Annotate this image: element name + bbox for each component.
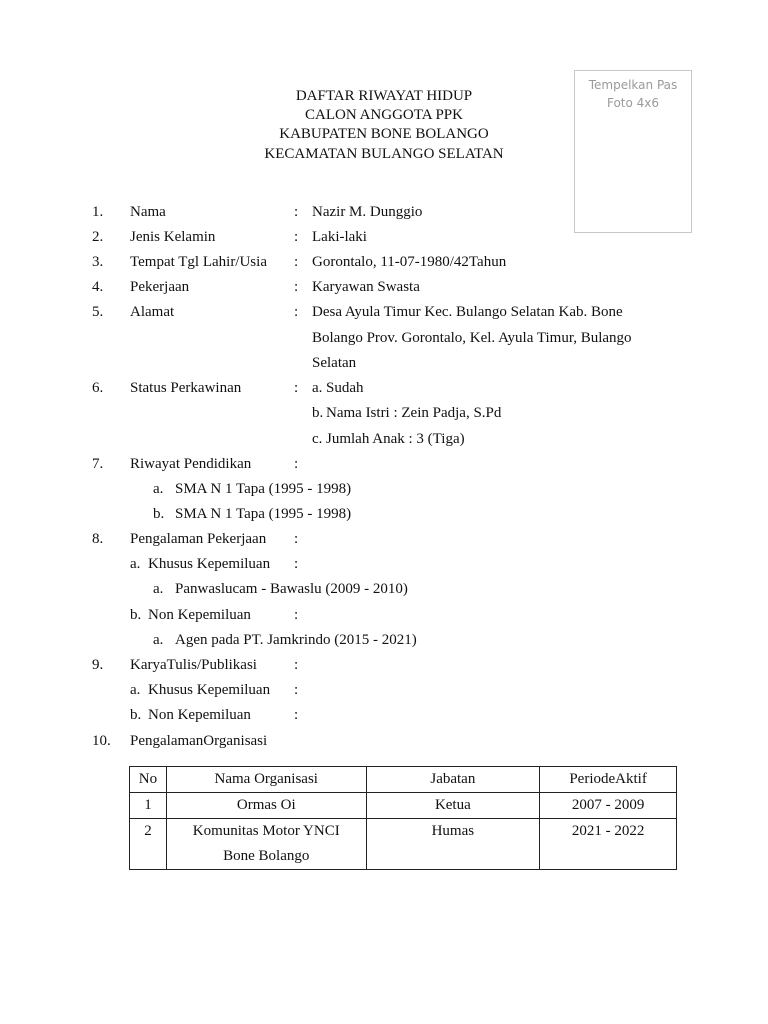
doc-kabupaten: KABUPATEN BONE BOLANGO — [279, 126, 489, 142]
item-number: 8. — [92, 531, 104, 547]
organization-table — [129, 766, 677, 870]
label-ttl: Tempat Tgl Lahir/Usia — [130, 254, 267, 270]
label-nama: Nama — [130, 204, 166, 220]
item-number: 10. — [92, 733, 111, 749]
item-number: 6. — [92, 380, 104, 396]
item-number: 1. — [92, 204, 104, 220]
cell-jabatan: Humas — [366, 819, 540, 870]
value-ttl: Gorontalo, 11-07-1980/42Tahun — [312, 254, 507, 270]
sub-key: a. — [153, 632, 164, 648]
table-row — [130, 793, 677, 819]
label-non-kepemiluan: Non Kepemiluan — [148, 607, 251, 623]
table-row — [130, 819, 677, 870]
label-pekerjaan: Pekerjaan — [130, 279, 190, 295]
cell-nama-organisasi: Ormas Oi — [166, 793, 366, 819]
education-entry: SMA N 1 Tapa (1995 - 1998) — [175, 506, 352, 522]
header-no: No — [130, 767, 167, 793]
doc-kecamatan: KECAMATAN BULANGO SELATAN — [264, 146, 504, 162]
value-nama: Nazir M. Dunggio — [312, 204, 423, 220]
status-jumlah-anak: Jumlah Anak : 3 (Tiga) — [326, 431, 465, 447]
item-number: 4. — [92, 279, 104, 295]
header-jabatan: Jabatan — [366, 767, 540, 793]
colon: : — [294, 254, 299, 270]
cell-periode: 2021 - 2022 — [540, 819, 677, 870]
item-number: 9. — [92, 657, 104, 673]
header-periode-aktif: PeriodeAktif — [540, 767, 677, 793]
sub-key: b. — [153, 506, 165, 522]
sub-key: a. — [312, 380, 323, 396]
work-entry-kepemiluan: Panwaslucam - Bawaslu (2009 - 2010) — [175, 581, 408, 597]
colon: : — [294, 204, 299, 220]
label-karya-tulis: KaryaTulis/Publikasi — [130, 657, 257, 673]
sub-key: b. — [130, 607, 142, 623]
item-number: 7. — [92, 456, 104, 472]
photo-label-line2: Foto 4x6 — [606, 96, 660, 110]
colon: : — [294, 380, 299, 396]
colon: : — [294, 456, 299, 472]
cell-nama-line2: Bone Bolango — [223, 848, 310, 864]
work-entry-non-kepemiluan: Agen pada PT. Jamkrindo (2015 - 2021) — [175, 632, 417, 648]
colon: : — [294, 556, 299, 572]
header-nama-organisasi: Nama Organisasi — [166, 767, 366, 793]
cell-nama-organisasi — [166, 819, 366, 870]
label-status-perkawinan: Status Perkawinan — [130, 380, 242, 396]
sub-key: b. — [130, 707, 142, 723]
sub-key: a. — [153, 481, 164, 497]
cell-jabatan: Ketua — [366, 793, 540, 819]
cell-no: 1 — [130, 793, 167, 819]
doc-subtitle: CALON ANGGOTA PPK — [305, 107, 463, 123]
sub-key: a. — [130, 556, 141, 572]
colon: : — [294, 657, 299, 673]
item-number: 3. — [92, 254, 104, 270]
label-jenis-kelamin: Jenis Kelamin — [130, 229, 216, 245]
value-alamat-line1: Desa Ayula Timur Kec. Bulango Selatan Kab. Bone — [312, 304, 623, 320]
value-jenis-kelamin: Laki-laki — [312, 229, 367, 245]
label-non-kepemiluan: Non Kepemiluan — [148, 707, 251, 723]
label-riwayat-pendidikan: Riwayat Pendidikan — [130, 456, 252, 472]
sub-key: a. — [130, 682, 141, 698]
colon: : — [294, 531, 299, 547]
value-alamat-line3: Selatan — [312, 355, 357, 371]
sub-key: c. — [312, 431, 323, 447]
item-number: 5. — [92, 304, 104, 320]
label-khusus-kepemiluan: Khusus Kepemiluan — [148, 556, 271, 572]
value-alamat-line2: Bolango Prov. Gorontalo, Kel. Ayula Timur, Bulango — [312, 330, 632, 346]
colon: : — [294, 707, 299, 723]
colon: : — [294, 229, 299, 245]
label-pengalaman-pekerjaan: Pengalaman Pekerjaan — [130, 531, 267, 547]
colon: : — [294, 682, 299, 698]
education-entry: SMA N 1 Tapa (1995 - 1998) — [175, 481, 352, 497]
sub-key: a. — [153, 581, 164, 597]
photo-label-line1: Tempelkan Pas — [588, 78, 678, 92]
colon: : — [294, 607, 299, 623]
value-pekerjaan: Karyawan Swasta — [312, 279, 420, 295]
doc-title: DAFTAR RIWAYAT HIDUP — [295, 88, 473, 104]
sub-key: b. — [312, 405, 324, 421]
item-number: 2. — [92, 229, 104, 245]
cell-periode: 2007 - 2009 — [540, 793, 677, 819]
colon: : — [294, 304, 299, 320]
cell-nama-line1: Komunitas Motor YNCI — [192, 823, 340, 839]
label-alamat: Alamat — [130, 304, 175, 320]
label-khusus-kepemiluan: Khusus Kepemiluan — [148, 682, 271, 698]
label-pengalaman-organisasi: PengalamanOrganisasi — [130, 733, 268, 749]
table-header-row — [130, 767, 677, 793]
colon: : — [294, 279, 299, 295]
cell-no: 2 — [130, 819, 167, 870]
status-sudah: Sudah — [326, 380, 364, 396]
status-nama-istri: Nama Istri : Zein Padja, S.Pd — [326, 405, 502, 421]
